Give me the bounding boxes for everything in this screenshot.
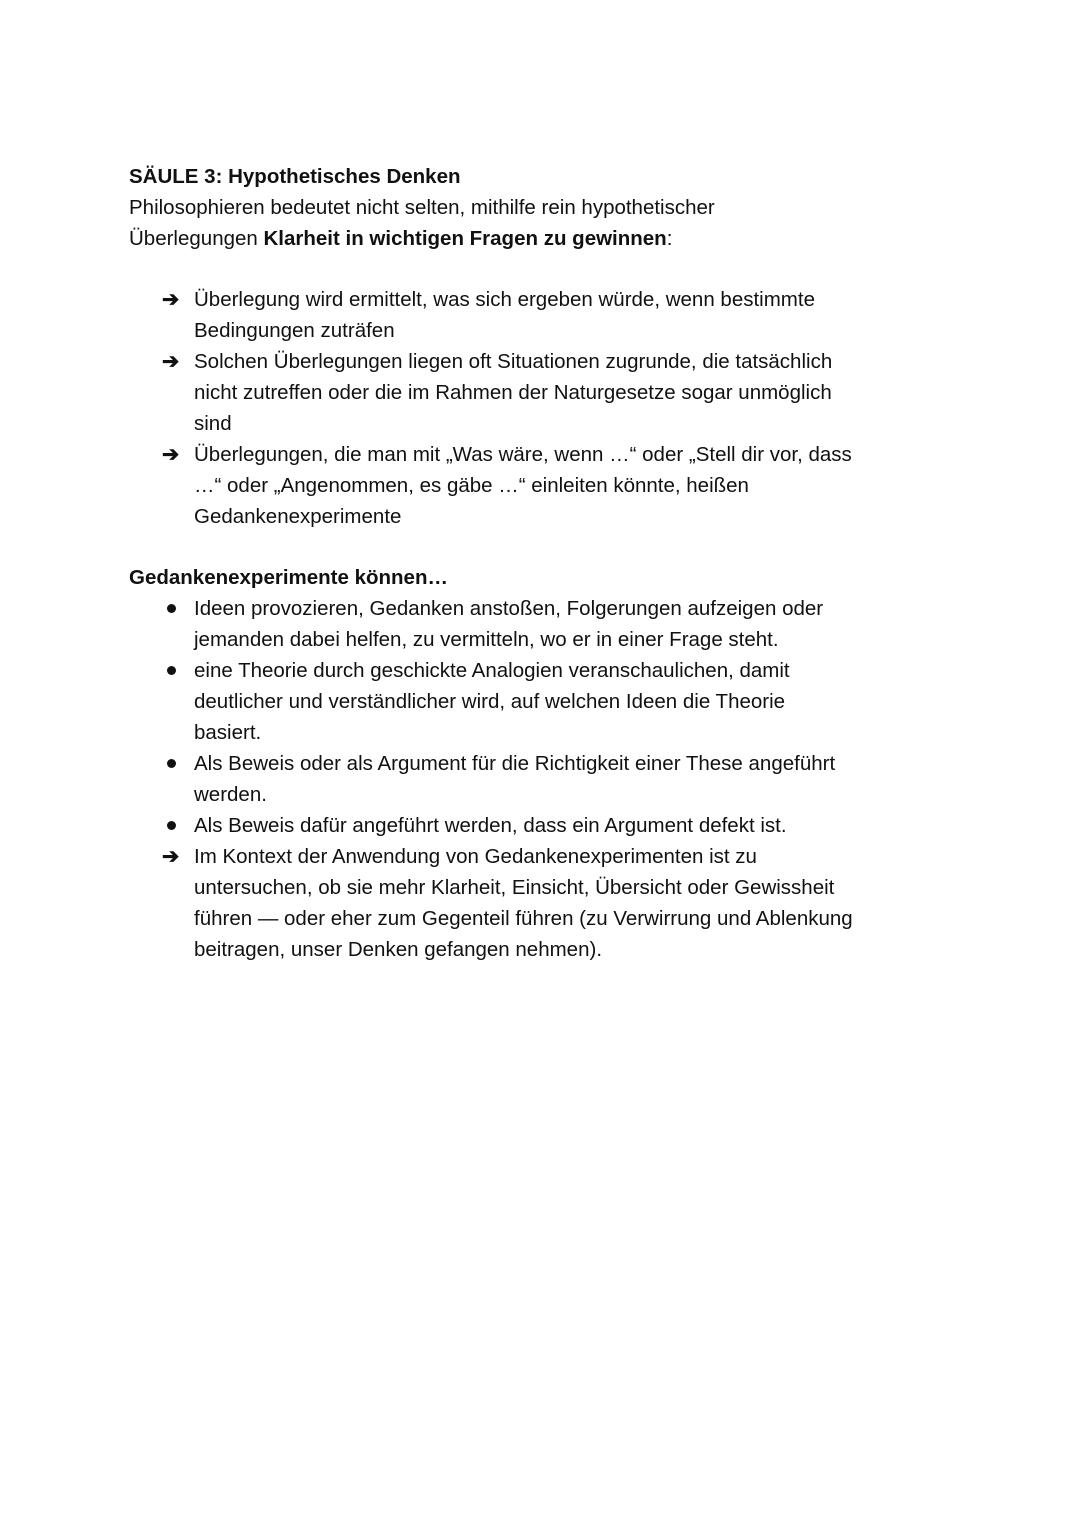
item-line: Überlegung wird ermittelt, was sich ergeben würde, wenn bestimmte — [194, 288, 815, 311]
item-line: untersuchen, ob sie mehr Klarheit, Einsicht, Übersicht oder Gewissheit — [194, 876, 835, 899]
bullet-list-item — [129, 748, 969, 810]
item-line: Überlegungen, die man mit „Was wäre, wenn …“ oder „Stell dir vor, dass — [194, 443, 852, 466]
item-line: Ideen provozieren, Gedanken anstoßen, Folgerungen aufzeigen oder — [194, 597, 824, 620]
bullet-icon — [167, 759, 176, 768]
item-line: basiert. — [194, 721, 262, 744]
arrow-list-item — [129, 346, 969, 439]
arrow-icon: ➔ — [162, 845, 180, 868]
item-line: führen — oder eher zum Gegenteil führen (zu Verwirrung und Ablenkung — [194, 907, 853, 930]
arrow-list-item — [129, 841, 969, 965]
item-line: Bedingungen zuträfen — [194, 319, 395, 342]
item-line: werden. — [194, 783, 267, 806]
item-line: Als Beweis dafür angeführt werden, dass ein Argument defekt ist. — [194, 814, 787, 837]
intro-line — [129, 223, 969, 254]
item-line: eine Theorie durch geschickte Analogien veranschaulichen, damit — [194, 659, 790, 682]
arrow-list-item — [129, 284, 969, 346]
item-line: Solchen Überlegungen liegen oft Situationen zugrunde, die tatsächlich — [194, 350, 833, 373]
item-line: Gedankenexperimente — [194, 505, 402, 528]
arrow-list — [129, 284, 969, 532]
bullet-icon — [167, 604, 176, 613]
intro-line: Philosophieren bedeutet nicht selten, mithilfe rein hypothetischer — [129, 196, 715, 219]
item-line: Als Beweis oder als Argument für die Richtigkeit einer These angeführt — [194, 752, 836, 775]
arrow-icon: ➔ — [162, 288, 180, 311]
item-line: jemanden dabei helfen, zu vermitteln, wo er in einer Frage steht. — [194, 628, 779, 651]
document-page — [129, 161, 969, 965]
section-heading: Gedankenexperimente können… — [129, 566, 448, 589]
conclusion — [129, 841, 969, 965]
section-title: SÄULE 3: Hypothetisches Denken — [129, 165, 461, 188]
item-line: sind — [194, 412, 232, 435]
intro-colon: : — [666, 227, 673, 250]
bullet-icon — [167, 666, 176, 675]
bullet-icon — [167, 821, 176, 830]
item-line: …“ oder „Angenommen, es gäbe …“ einleiten könnte, heißen — [194, 474, 749, 497]
bullet-list — [129, 593, 969, 841]
item-line: beitragen, unser Denken gefangen nehmen). — [194, 938, 603, 961]
arrow-list-item — [129, 439, 969, 532]
bullet-list-item — [129, 655, 969, 748]
bullet-list-item — [129, 593, 969, 655]
arrow-icon: ➔ — [162, 350, 180, 373]
intro-emphasis: Klarheit in wichtigen Fragen zu gewinnen — [263, 227, 667, 250]
bullet-list-item — [129, 810, 969, 841]
item-line: nicht zutreffen oder die im Rahmen der Naturgesetze sogar unmöglich — [194, 381, 832, 404]
item-line: deutlicher und verständlicher wird, auf welchen Ideen die Theorie — [194, 690, 786, 713]
arrow-icon: ➔ — [162, 443, 180, 466]
intro-text: Überlegungen — [129, 227, 264, 250]
item-line: Im Kontext der Anwendung von Gedankenexperimenten ist zu — [194, 845, 757, 868]
